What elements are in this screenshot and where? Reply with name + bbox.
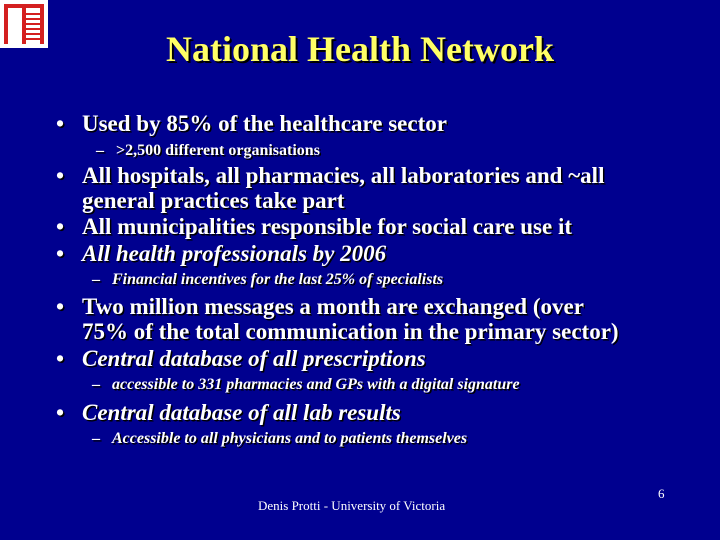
dash-marker: – — [92, 376, 100, 393]
bullet-item — [56, 294, 584, 320]
slide-title: National Health Network — [166, 29, 554, 69]
sub-bullet-text: Accessible to all physicians and to patients themselves — [112, 430, 468, 447]
bullet-text: All municipalities responsible for social care use it — [82, 214, 573, 239]
bullet-item — [56, 111, 447, 137]
bullet-marker: • — [56, 346, 65, 371]
sub-bullet-text: >2,500 different organisations — [116, 142, 320, 159]
bullet-text: Central database of all prescriptions — [82, 346, 426, 371]
bullet-marker: • — [56, 111, 65, 136]
sub-bullet-item — [92, 271, 444, 289]
bullet-marker: • — [56, 241, 65, 266]
dash-marker: – — [96, 142, 104, 159]
bullet-continuation — [82, 319, 619, 345]
bullet-continuation — [82, 188, 345, 214]
bullet-marker: • — [56, 214, 65, 239]
bullet-item — [56, 163, 605, 189]
bullet-text: All hospitals, all pharmacies, all laboratories and ~all — [82, 163, 605, 188]
sub-bullet-item — [92, 376, 520, 394]
bullet-item — [56, 241, 387, 267]
slide-footer: Denis Protti - University of Victoria — [258, 498, 446, 513]
bullet-text: Two million messages a month are exchanged (over — [82, 294, 584, 319]
bullet-text: 75% of the total communication in the primary sector) — [82, 319, 619, 344]
bullet-text: Used by 85% of the healthcare sector — [82, 111, 447, 136]
sub-bullet-text: accessible to 331 pharmacies and GPs with a digital signature — [112, 376, 520, 393]
bullet-text: All health professionals by 2006 — [82, 241, 387, 266]
bullet-text: Central database of all lab results — [82, 400, 401, 425]
bullet-marker: • — [56, 294, 65, 319]
bullet-item — [56, 400, 401, 426]
bullet-text: general practices take part — [82, 188, 345, 213]
sub-bullet-text: Financial incentives for the last 25% of specialists — [112, 271, 444, 288]
bullet-item — [56, 214, 573, 240]
sub-bullet-item — [92, 430, 468, 448]
dash-marker: – — [92, 271, 100, 288]
sub-bullet-item — [96, 142, 320, 160]
bullet-marker: • — [56, 400, 65, 425]
bullet-item — [56, 346, 426, 372]
bullet-marker: • — [56, 163, 65, 188]
page-number: 6 — [658, 486, 665, 501]
dash-marker: – — [92, 430, 100, 447]
